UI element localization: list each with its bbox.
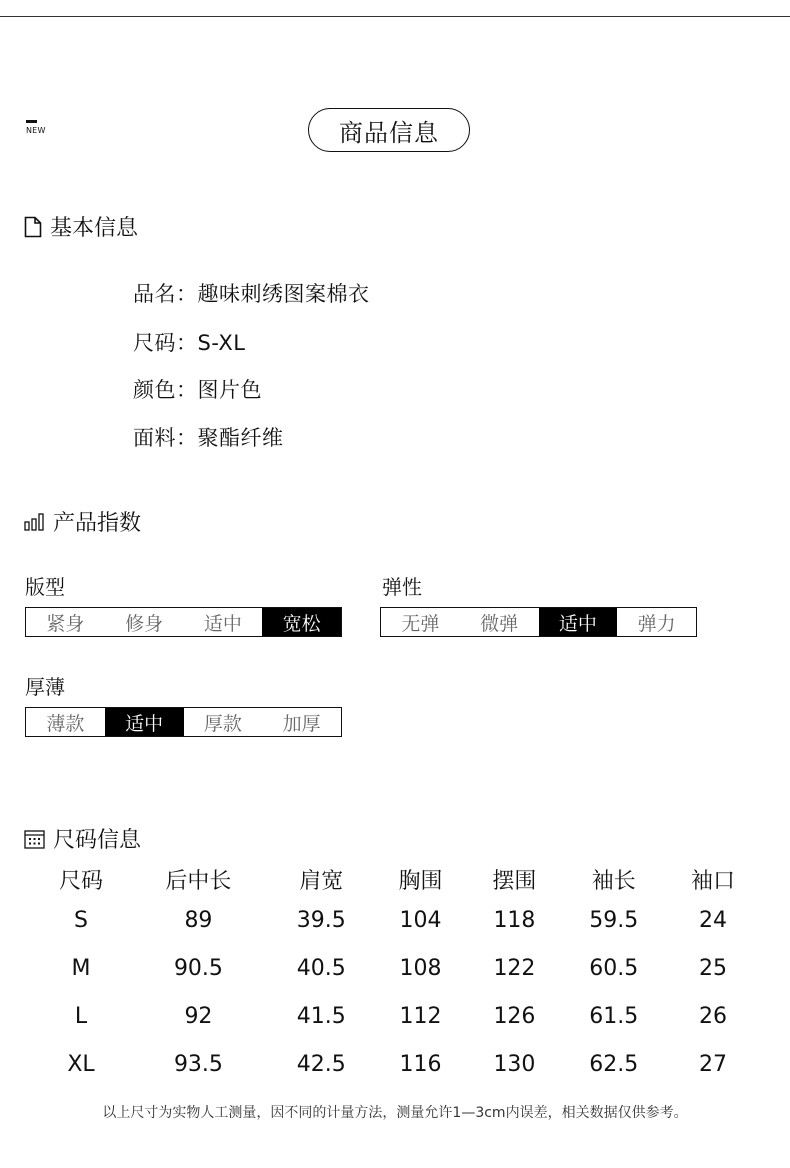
fit-label: 版型 bbox=[25, 575, 65, 599]
table-cell: L bbox=[74, 1003, 88, 1029]
table-row bbox=[34, 992, 760, 1040]
table-cell: 130 bbox=[493, 1051, 536, 1077]
table-cell: XL bbox=[67, 1051, 95, 1077]
table-cell: 118 bbox=[493, 907, 536, 933]
fit-scale bbox=[25, 607, 342, 637]
table-cell: 122 bbox=[493, 955, 536, 981]
info-row-color bbox=[133, 374, 262, 404]
table-cell: 60.5 bbox=[589, 955, 639, 981]
measurement-note: 以上尺寸为实物人工测量，因不同的计量方法，测量允许1—3cm内误差，相关数据仅供参考。 bbox=[102, 1105, 688, 1121]
table-cell: M bbox=[71, 955, 91, 981]
table-cell: 40.5 bbox=[296, 955, 346, 981]
table-cell: 93.5 bbox=[173, 1051, 223, 1077]
fit-option: 适中 bbox=[203, 612, 242, 635]
column-header: 肩宽 bbox=[299, 868, 344, 894]
table-cell: S bbox=[74, 907, 88, 933]
new-badge bbox=[26, 120, 46, 136]
column-header: 尺码 bbox=[58, 868, 103, 894]
fit-option: 修身 bbox=[125, 612, 164, 635]
fit-option-selected: 宽松 bbox=[262, 608, 341, 636]
size-info-heading bbox=[24, 823, 141, 854]
page-title: 商品信息 bbox=[308, 108, 470, 152]
info-label: 颜色： bbox=[133, 378, 198, 402]
info-row-size bbox=[133, 327, 245, 357]
elasticity-option: 微弹 bbox=[480, 612, 519, 635]
info-value: 图片色 bbox=[197, 378, 262, 402]
table-cell: 92 bbox=[184, 1003, 213, 1029]
table-cell: 89 bbox=[184, 907, 213, 933]
info-row-name bbox=[133, 278, 370, 308]
size-table-header bbox=[34, 862, 760, 896]
table-cell: 116 bbox=[399, 1051, 442, 1077]
thickness-option-selected: 适中 bbox=[105, 708, 184, 736]
column-header: 胸围 bbox=[398, 868, 443, 894]
thickness-scale bbox=[25, 707, 342, 737]
table-row bbox=[34, 1040, 760, 1088]
table-cell: 26 bbox=[699, 1003, 727, 1029]
document-icon bbox=[24, 216, 42, 238]
thickness-label: 厚薄 bbox=[25, 675, 65, 699]
column-header: 袖口 bbox=[690, 868, 735, 894]
table-cell: 108 bbox=[399, 955, 442, 981]
table-cell: 42.5 bbox=[296, 1051, 346, 1077]
column-header: 袖长 bbox=[591, 868, 636, 894]
calendar-grid-icon bbox=[24, 829, 45, 849]
table-cell: 24 bbox=[699, 907, 727, 933]
table-cell: 90.5 bbox=[173, 955, 223, 981]
info-label: 品名： bbox=[133, 282, 198, 306]
elasticity-option: 弹力 bbox=[637, 612, 676, 635]
elasticity-option: 无弹 bbox=[401, 612, 440, 635]
bar-chart-icon bbox=[24, 513, 45, 531]
top-divider bbox=[0, 16, 790, 17]
info-row-fabric bbox=[133, 422, 284, 452]
product-index-title: 产品指数 bbox=[53, 511, 142, 536]
info-label: 面料： bbox=[133, 426, 198, 450]
elasticity-scale bbox=[380, 607, 697, 637]
thickness-option: 加厚 bbox=[282, 712, 321, 735]
basic-info-heading bbox=[24, 211, 138, 242]
thickness-option: 薄款 bbox=[46, 712, 85, 735]
table-cell: 112 bbox=[399, 1003, 442, 1029]
thickness-option: 厚款 bbox=[203, 712, 242, 735]
info-value: 趣味刺绣图案棉衣 bbox=[197, 282, 370, 306]
table-cell: 27 bbox=[699, 1051, 727, 1077]
column-header: 摆围 bbox=[492, 868, 537, 894]
info-value: S-XL bbox=[197, 331, 246, 355]
table-cell: 41.5 bbox=[296, 1003, 346, 1029]
product-index-heading bbox=[24, 506, 141, 537]
info-label: 尺码： bbox=[133, 331, 198, 355]
table-cell: 59.5 bbox=[589, 907, 639, 933]
table-cell: 62.5 bbox=[589, 1051, 639, 1077]
info-value: 聚酯纤维 bbox=[197, 426, 284, 450]
table-cell: 126 bbox=[493, 1003, 536, 1029]
table-row bbox=[34, 896, 760, 944]
table-cell: 104 bbox=[399, 907, 442, 933]
table-row bbox=[34, 944, 760, 992]
table-cell: 61.5 bbox=[589, 1003, 639, 1029]
column-header: 后中长 bbox=[165, 868, 232, 894]
size-info-title: 尺码信息 bbox=[53, 828, 142, 853]
elasticity-option-selected: 适中 bbox=[539, 608, 618, 636]
elasticity-label: 弹性 bbox=[382, 575, 422, 599]
new-badge-bar bbox=[26, 120, 37, 123]
size-table bbox=[34, 862, 760, 1088]
fit-option: 紧身 bbox=[46, 612, 85, 635]
new-badge-text: NEW bbox=[26, 126, 46, 135]
basic-info-title: 基本信息 bbox=[50, 216, 139, 241]
table-cell: 25 bbox=[699, 955, 727, 981]
table-cell: 39.5 bbox=[296, 907, 346, 933]
